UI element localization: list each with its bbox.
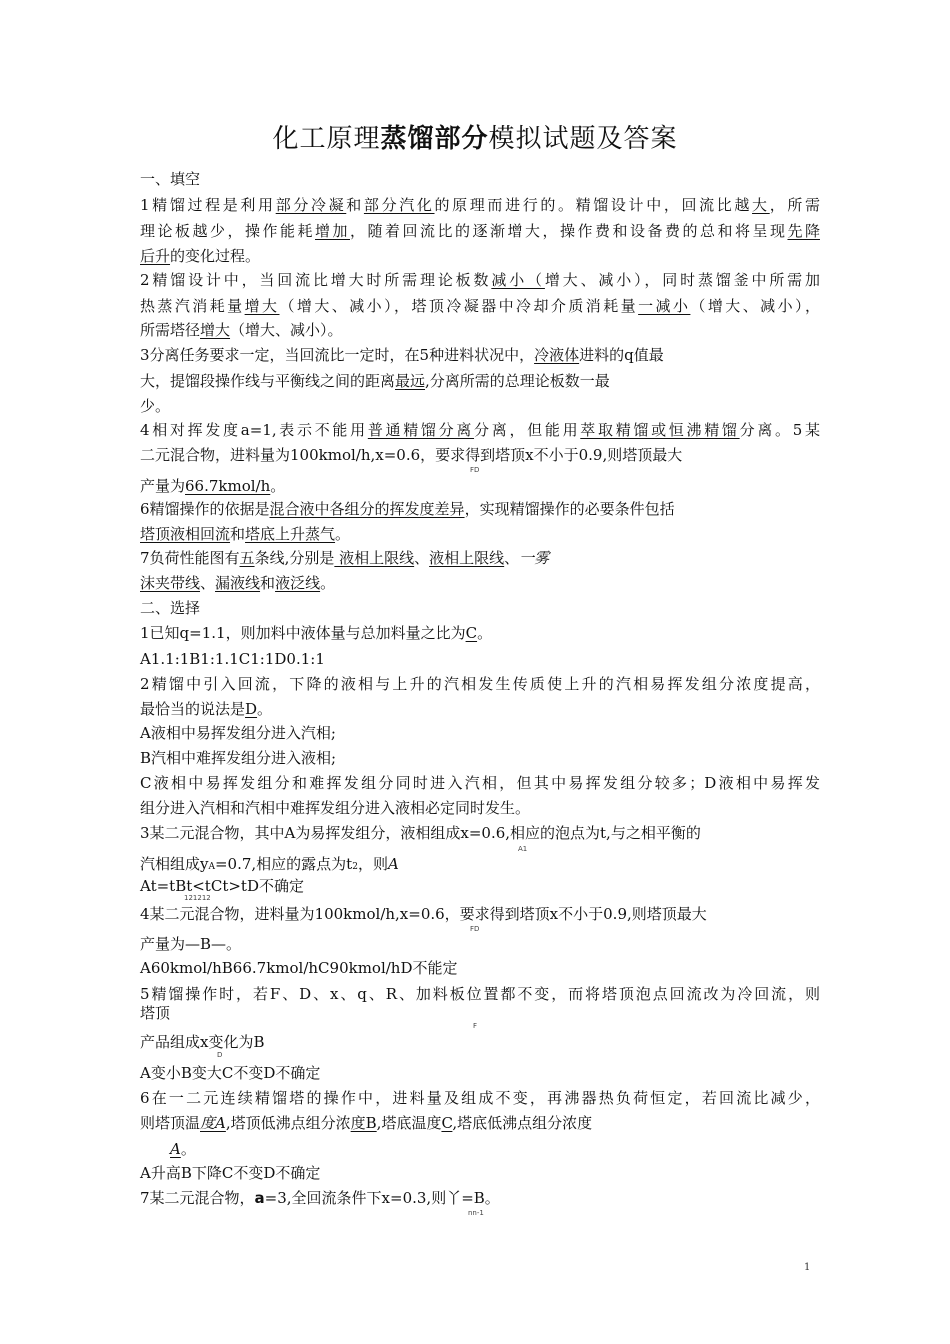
choice-q6-stem3: A。: [170, 1140, 196, 1158]
fill-q2-line3: 所需塔径增大（增大、减小）。: [140, 321, 343, 339]
page-title: 化工原理蒸馏部分模拟试题及答案: [272, 124, 678, 154]
choice-q3-stem2: 汽相组成yA=0.7,相应的露点为t2，则A: [140, 855, 399, 873]
choice-q3-subscript2: 121212: [184, 894, 211, 902]
fill-q5-line1: 二元混合物，进料量为100kmol/h,x=0.6，要求得到塔顶x不小于0.9,则塔顶最大: [140, 446, 683, 464]
title-bold: 蒸馏部分: [380, 124, 489, 154]
choice-q6-options: A升高B下降C不变D不确定: [140, 1164, 321, 1182]
choice-q4-stem: 4某二元混合物，进料量为100kmol/h,x=0.6，要求得到塔顶x不小于0.9,则塔顶最大: [140, 905, 707, 923]
choice-q5-subscript1: F: [473, 1022, 478, 1030]
choice-q3-stem: 3某二元混合物，其中A为易挥发组分，液相组成x=0.6,相应的泡点为t,与之相平衡的: [140, 824, 701, 842]
fill-q4-line1: 4相对挥发度a=1,表示不能用普通精馏分离分离，但能用萃取精馏或恒沸精馏分离。5某: [140, 421, 820, 439]
page-number: 1: [804, 1262, 811, 1273]
fill-q2-line2: 热蒸汽消耗量增大（增大、减小），塔顶冷凝器中冷却介质消耗量一减小（增大、减小），: [140, 297, 820, 315]
fill-q6-line2: 塔顶液相回流和塔底上升蒸气。: [140, 525, 351, 543]
choice-q2-stem2: 最恰当的说法是D。: [140, 700, 273, 718]
choice-q5-stem3: 产品组成x变化为B: [140, 1033, 265, 1051]
fill-q7-line2: 沫夹带线、漏液线和液泛线。: [140, 574, 336, 592]
choice-q6-stem: 6在一二元连续精馏塔的操作中，进料量及组成不变，再沸器热负荷恒定，若回流比减少，: [140, 1089, 820, 1107]
fill-q1-line1: 1精馏过程是利用部分冷凝和部分汽化的原理而进行的。精馏设计中，回流比越大，所需: [140, 196, 820, 214]
choice-q7-stem: 7某二元混合物，a=3,全回流条件下x=0.3,则丫=B。: [140, 1189, 500, 1207]
fill-q6-line1: 6精馏操作的依据是混合液中各组分的挥发度差异，实现精馏操作的必要条件包括: [140, 500, 675, 518]
fill-q3-line3: 少。: [140, 397, 171, 415]
choice-q4-options: A60kmol/hB66.7kmol/hC90kmol/hD不能定: [140, 959, 458, 977]
choice-q2-option-b: B汽相中难挥发组分进入液相;: [140, 749, 337, 767]
choice-q5-options: A变小B变大C不变D不确定: [140, 1064, 321, 1082]
fill-q3-line1: 3分离任务要求一定，当回流比一定时，在5种进料状况中，冷液体进料的q值最: [140, 346, 664, 364]
choice-q4-stem2: 产量为—B—。: [140, 935, 242, 953]
fill-q5-line2: 产量为66.7kmol/h。: [140, 477, 286, 495]
section-heading-fill: 一、填空: [140, 170, 201, 188]
choice-q2-option-c: C液相中易挥发组分和难挥发组分同时进入汽相，但其中易挥发组分较多；D液相中易挥发: [140, 774, 820, 792]
choice-q2-option-a: A液相中易挥发组分进入汽相;: [140, 724, 336, 742]
fill-q2-line1: 2精馏设计中，当回流比增大时所需理论板数减小（增大、减小），同时蒸馏釜中所需加: [140, 271, 820, 289]
choice-q2-stem: 2精馏中引入回流，下降的液相与上升的汽相发生传质使上升的汽相易挥发组分浓度提高，: [140, 675, 820, 693]
choice-q1-options: A1.1:1B1:1.1C1:1D0.1:1: [140, 650, 325, 668]
choice-q5-subscript2: D: [217, 1051, 223, 1059]
section-heading-choice: 二、选择: [140, 599, 201, 617]
choice-q7-subscript: nn-1: [468, 1209, 484, 1217]
fill-q5-subscript: FD: [470, 466, 480, 474]
choice-q5-stem: 5精馏操作时，若F、D、x、q、R、加料板位置都不变，而将塔顶泡点回流改为冷回流，则: [140, 985, 820, 1003]
choice-q1-stem: 1已知q=1.1，则加料中液体量与总加料量之比为C。: [140, 624, 493, 642]
choice-q3-subscript1: A1: [518, 845, 528, 853]
choice-q3-options: At=tBt<tCt>tD不确定: [140, 877, 304, 895]
choice-q6-stem2: 则塔顶温度A,塔顶低沸点组分浓度B,塔底温度C,塔底低沸点组分浓度: [140, 1114, 593, 1132]
choice-q2-option-d: 组分进入汽相和汽相中难挥发组分进入液相必定同时发生。: [140, 799, 531, 817]
choice-q5-stem2: 塔顶: [140, 1004, 171, 1022]
choice-q4-subscript: FD: [470, 925, 480, 933]
fill-q3-line2: 大，提馏段操作线与平衡线之间的距离最远,分离所需的总理论板数一最: [140, 372, 610, 390]
fill-q7-line1: 7负荷性能图有五条线,分别是 液相上限线、液相上限线、一雾: [140, 549, 550, 567]
fill-q1-line2: 理论板越少，操作能耗增加，随着回流比的逐渐增大，操作费和设备费的总和将呈现先降: [140, 222, 820, 240]
fill-q1-line3: 后升的变化过程。: [140, 247, 261, 265]
